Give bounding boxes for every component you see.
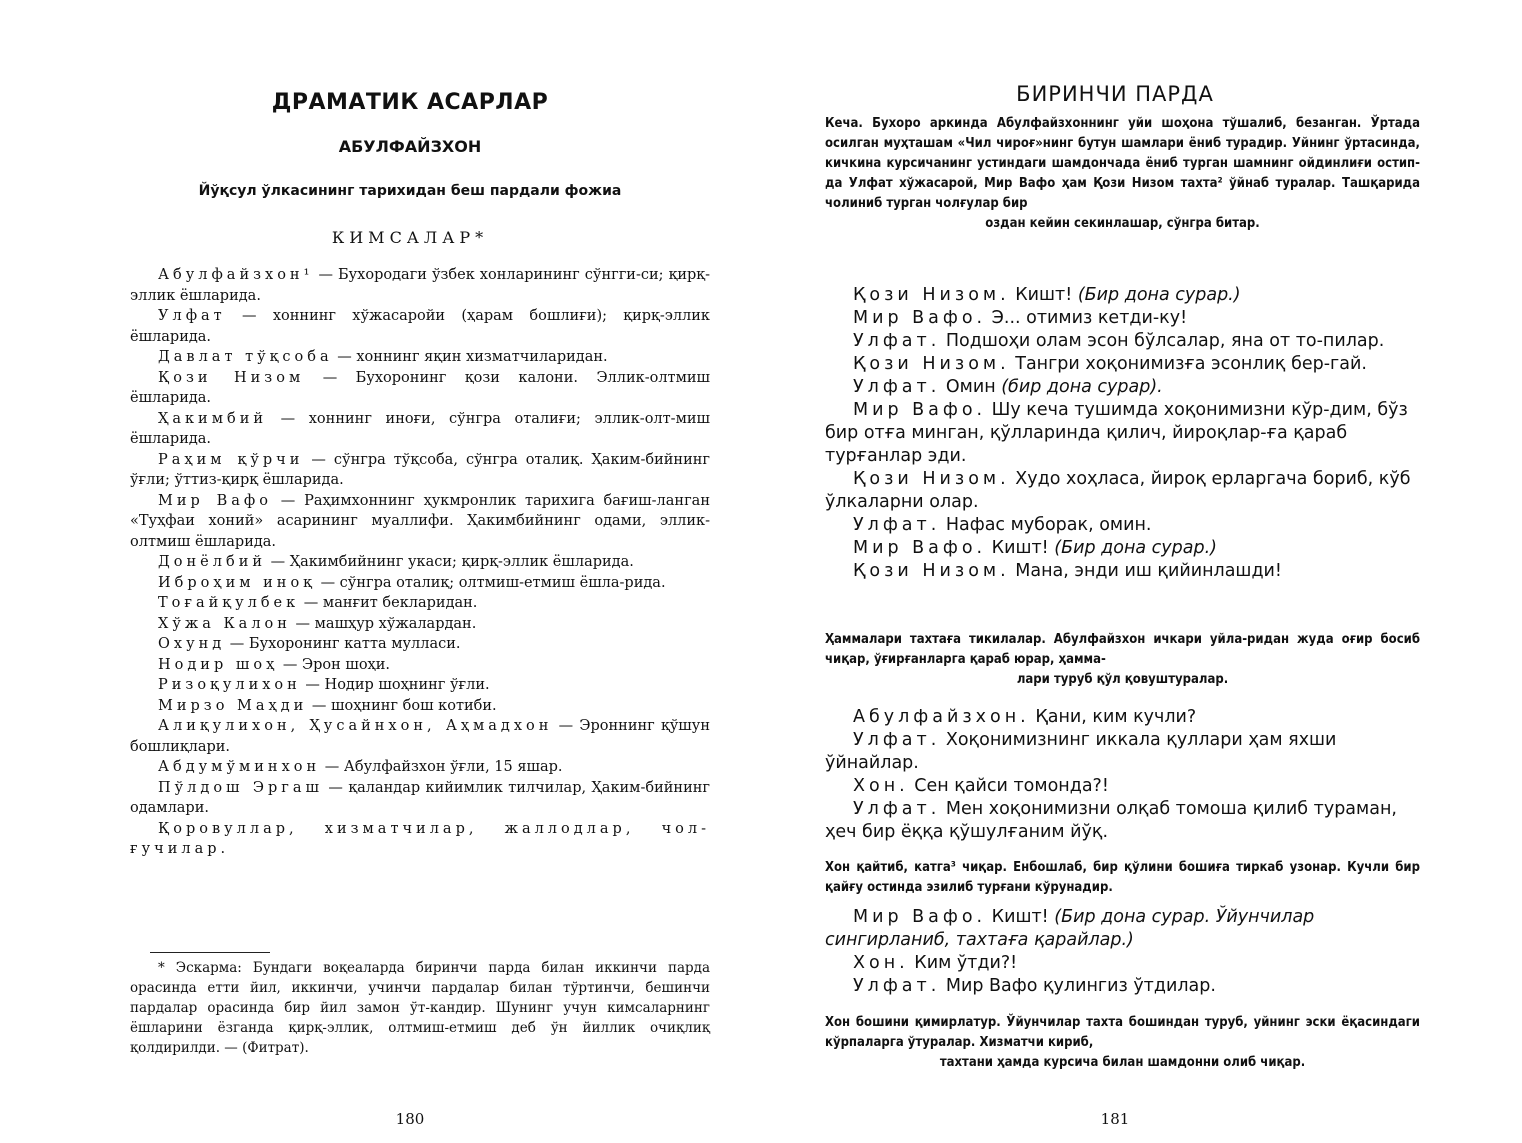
cast-item: Қози Низом — Бухоронинг қози калони. Эллик-олтмиш ёшларида. xyxy=(130,369,710,406)
cast-item: Алиқулихон, Ҳусайнхон, Аҳмадхон — Эроннинг қўшун бошлиқлари. xyxy=(130,718,710,755)
cast-item: Абдумўминхон — Абулфайзхон ўғли, 15 яшар. xyxy=(158,759,563,775)
cast-item: Тоғайқулбек — манғит бекларидан. xyxy=(158,595,478,611)
dialog-line: Улфат. Хоқонимизнинг иккала қуллари ҳам яхши ўйнайлар. xyxy=(825,730,1337,773)
dialog-line: Мир Вафо. Кишт! (Бир дона сурар. Ўйунчилар сингирланиб, тахтаға қарайлар.) xyxy=(825,907,1315,950)
cast-item: Ҳакимбий — хоннинг иноғи, сўнгра оталиғи; эллик-олт-миш ёшларида. xyxy=(130,410,710,447)
dialog-line: Улфат. Мен хоқонимизни олқаб томоша қилиб тураман, ҳеч бир ёққа қўшулғаним йўқ. xyxy=(825,799,1397,842)
cast-item: Охунд — Бухоронинг катта мулласи. xyxy=(158,636,461,652)
page-number-right: 181 xyxy=(1100,1110,1130,1128)
cast-heading: КИМСАЛАР* xyxy=(331,228,489,247)
dialog-line: Улфат. Мир Вафо қулингиз ўтдилар. xyxy=(853,976,1216,996)
stage-direction-1: Кеча. Бухоро аркинда Абулфайзхоннинг уйи шоҳона тўшалиб, безанган. Ўртада осилган муҳташам «Чил чироғ»нинг бутун шамлари ёниб турадир. Уйнинг ўртасинда, кичкина курсичанинг устиндаги шамдончада ёниб турган шамнинг ойдинлиғи остип-да Улфат хўжасарой, Мир Вафо ҳам Қози Низом тахта² ўйнаб туралар. Ташқарида чолиниб турган чолғулар бир оздан кейин секинлашар, сўнгра битар. xyxy=(825,116,1420,231)
dialog-line: Абулфайзхон. Қани, ким кучли? xyxy=(853,707,1197,727)
cast-item: Мирзо Маҳди — шоҳнинг бош котиби. xyxy=(158,697,497,714)
left-page xyxy=(110,0,710,1143)
dialog-line: Хон. Сен қайси томонда?! xyxy=(853,776,1109,796)
cast-item: Хўжа Калон — машҳур хўжалардан. xyxy=(158,615,477,632)
dialog-line: Қози Низом. Кишт! (Бир дона сурар.) xyxy=(853,285,1241,305)
dialog-line: Қози Низом. Худо хоҳласа, йироқ ерларгача бориб, кўб ўлкаларни олар. xyxy=(825,469,1411,512)
dialog-line: Улфат. Нафас муборак, омин. xyxy=(853,515,1152,535)
dialog-block-1 xyxy=(825,284,1420,583)
dialog-block-3 xyxy=(825,906,1420,998)
cast-item: Давлат тўқсоба — хоннинг яқин хизматчиларидан. xyxy=(158,349,608,365)
page-number-left: 180 xyxy=(395,1110,425,1128)
cast-item: Раҳим қўрчи — сўнгра тўқсоба, сўнгра оталиқ. Ҳаким-бийнинг ўғли; ўттиз-қирқ ёшларида. xyxy=(130,451,710,488)
section-title: ДРАМАТИК АСАРЛАР xyxy=(271,90,549,115)
dialog-block-2 xyxy=(825,706,1420,844)
cast-item: Мир Вафо — Раҳимхоннинг ҳукмронлик тарихига бағиш-ланган «Туҳфаи хоний» асарининг муаллифи. Ҳакимбийнинг одами, эллик-олтмиш ёшларида. xyxy=(130,492,710,550)
play-title: АБУЛФАЙЗХОН xyxy=(338,137,482,156)
cast-item: Нодир шоҳ — Эрон шоҳи. xyxy=(158,656,391,673)
footnote-divider xyxy=(150,952,270,953)
dialog-line: Мир Вафо. Э... отимиз кетди-ку! xyxy=(853,308,1188,328)
cast-item: Абулфайзхон¹ — Бухородаги ўзбек хонларининг сўнгги-си; қирқ-эллик ёшларида. xyxy=(130,267,710,304)
cast-item: Пўлдош Эргаш — қаландар кийимлик тилчилар, Ҳаким-бийнинг одамлари. xyxy=(130,779,711,816)
cast-item: Донёлбий — Ҳакимбийнинг укаси; қирқ-эллик ёшларида. xyxy=(158,554,634,570)
cast-item: Қоровуллар, хизматчилар, жаллодлар, чол-ғучилар. xyxy=(130,820,710,857)
dialog-line: Хон. Ким ўтди?! xyxy=(853,953,1018,973)
stage-direction-2: Ҳаммалари тахтаға тикилалар. Абулфайзхон ичкари уйла-ридан жуда оғир босиб чиқар, ўғирғанларга қараб юрар, ҳамма- лари туруб қўл қовуштуралар. xyxy=(825,632,1420,687)
dialog-line: Улфат. Омин (бир дона сурар). xyxy=(853,377,1163,397)
dialog-line: Улфат. Подшоҳи олам эсон бўлсалар, яна от то-пилар. xyxy=(853,331,1385,351)
act-title: БИРИНЧИ ПАРДА xyxy=(1016,82,1214,106)
cast-list xyxy=(130,265,710,860)
dialog-line: Мир Вафо. Кишт! (Бир дона сурар.) xyxy=(853,538,1217,558)
right-page xyxy=(810,0,1420,1143)
dialog-line: Қози Низом. Тангри хоқонимизға эсонлиқ бер-гай. xyxy=(853,354,1367,374)
cast-item: Ризоқулихон — Нодир шоҳнинг ўғли. xyxy=(158,677,490,693)
dialog-line: Қози Низом. Мана, энди иш қийинлашди! xyxy=(853,561,1282,581)
play-genre: Йўқсул ўлкасининг тарихидан беш пардали фожиа xyxy=(198,183,622,199)
stage-direction-4: Хон бошини қимирлатур. Ўйунчилар тахта бошиндан туруб, уйнинг эски ёқасиндаги кўрпаларга ўтуралар. Хизматчи кириб, тахтани ҳамда курсича билан шамдонни олиб чиқар. xyxy=(825,1015,1420,1070)
stage-direction-3: Хон қайтиб, катга³ чиқар. Енбошлаб, бир қўлини бошиға тиркаб узонар. Кучли бир қайғу остинда эзилиб турғани кўрунадир. xyxy=(825,860,1420,895)
footnote: * Эскарма: Бундаги воқеаларда биринчи парда билан иккинчи парда орасинда етти йил, иккинчи, учинчи пардалар билан тўртинчи, бешинчи пардалар орасинда бир йил замон ўт-кандир. Шунинг учун кимсаларнинг ёшларини ёзганда қирқ-эллик, олтмиш-етмиш деб ўн йиллик очиқлиқ қолдирилди. — (Фитрат). xyxy=(130,960,710,1056)
dialog-line: Мир Вафо. Шу кеча тушимда хоқонимизни кўр-дим, бўз бир отға минган, қўлларинда қилич, йироқлар-ға қараб турғанлар эди. xyxy=(825,400,1408,466)
cast-item: Улфат — хоннинг хўжасаройи (ҳарам бошлиғи); қирқ-эллик ёшларида. xyxy=(130,308,710,345)
cast-item: Иброҳим иноқ — сўнгра оталиқ; олтмиш-етмиш ёшла-рида. xyxy=(158,574,666,591)
